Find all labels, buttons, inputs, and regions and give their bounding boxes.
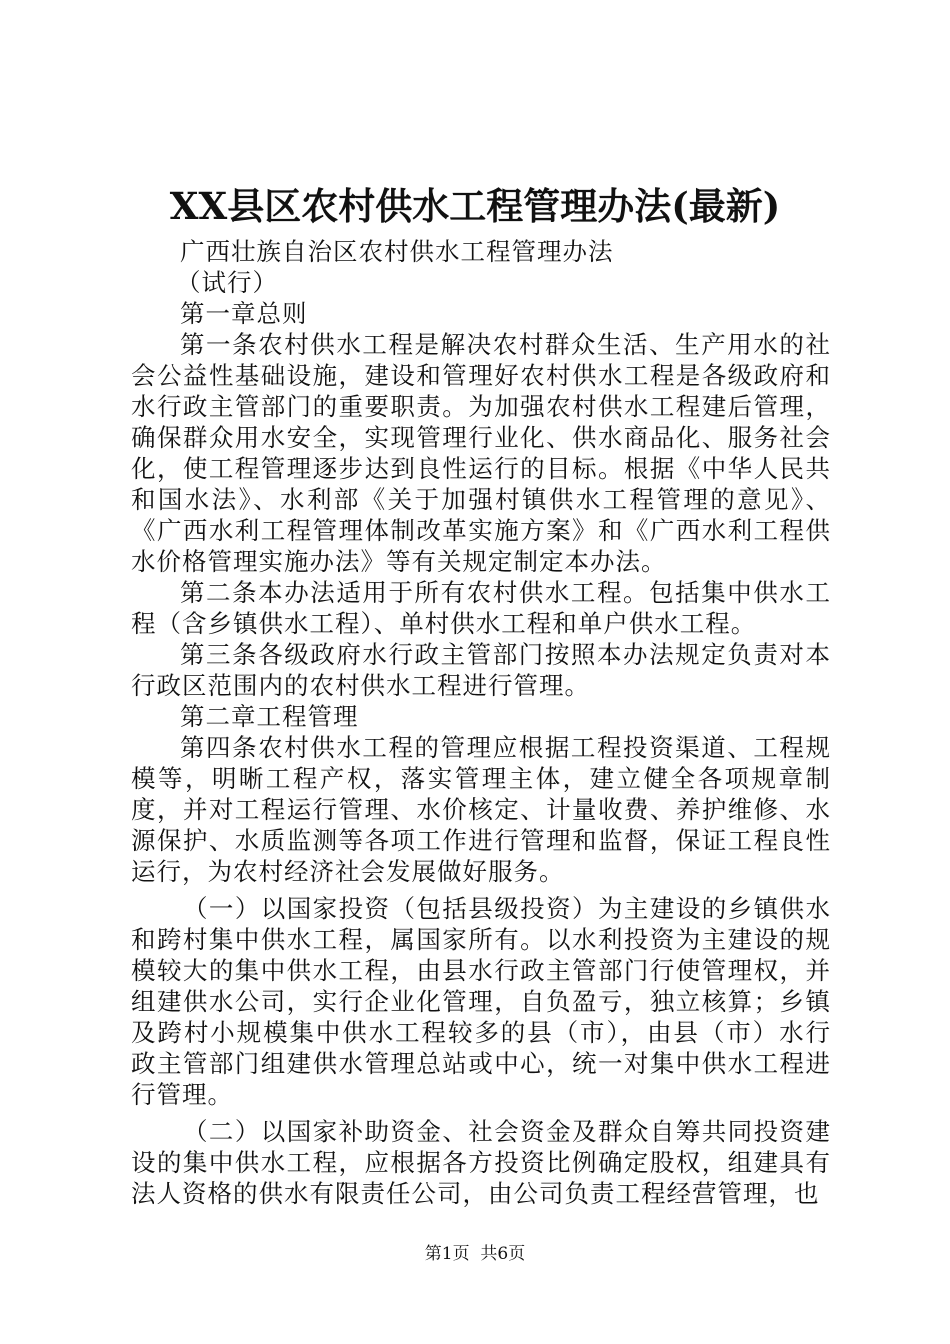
clause-paragraph: （一）以国家投资（包括县级投资）为主建设的乡镇供水和跨村集中供水工程，属国家所有。以水利投资为主建设的规模较大的集中供水工程，由县水行政主管部门行使管理权，并组建供水公司，实行企业化管理，自负盈亏，独立核算；乡镇及跨村小规模集中供水工程较多的县（市），由县（市）水行政主管部门组建供水管理总站或中心，统一对集中供水工程进行管理。: [131, 894, 831, 1109]
clause-paragraph: （二）以国家补助资金、社会资金及群众自筹共同投资建设的集中供水工程，应根据各方投资比例确定股权，组建具有法人资格的供水有限责任公司，由公司负责工程经营管理，也: [131, 1117, 831, 1208]
subtitle-note: （试行）: [176, 268, 278, 297]
page-footer: 第1页 共6页: [424, 1244, 526, 1264]
article-paragraph: 第一条农村供水工程是解决农村群众生活、生产用水的社会公益性基础设施，建设和管理好农村供水工程是各级政府和水行政主管部门的重要职责。为加强农村供水工程建后管理，确保群众用水安全，实现管理行业化、供水商品化、服务社会化，使工程管理逐步达到良性运行的目标。根据《中华人民共和国水法》、水利部《关于加强村镇供水工程管理的意见》、《广西水利工程管理体制改革实施方案》和《广西水利工程供水价格管理实施办法》等有关规定制定本办法。: [131, 330, 831, 576]
subtitle: 广西壮族自治区农村供水工程管理办法: [180, 237, 614, 266]
chapter-heading: 第二章工程管理: [180, 702, 359, 731]
article-paragraph: 第三条各级政府水行政主管部门按照本办法规定负责对本行政区范围内的农村供水工程进行管理。: [131, 640, 831, 700]
article-paragraph: 第四条农村供水工程的管理应根据工程投资渠道、工程规模等，明晰工程产权，落实管理主体，建立健全各项规章制度，并对工程运行管理、水价核定、计量收费、养护维修、水源保护、水质监测等各项工作进行管理和监督，保证工程良性运行，为农村经济社会发展做好服务。: [131, 733, 831, 886]
document-title: XX县区农村供水工程管理办法(最新): [169, 184, 781, 228]
chapter-heading: 第一章总则: [180, 299, 308, 328]
article-paragraph: 第二条本办法适用于所有农村供水工程。包括集中供水工程（含乡镇供水工程）、单村供水工程和单户供水工程。: [131, 578, 831, 638]
document-body: [131, 236, 831, 1209]
